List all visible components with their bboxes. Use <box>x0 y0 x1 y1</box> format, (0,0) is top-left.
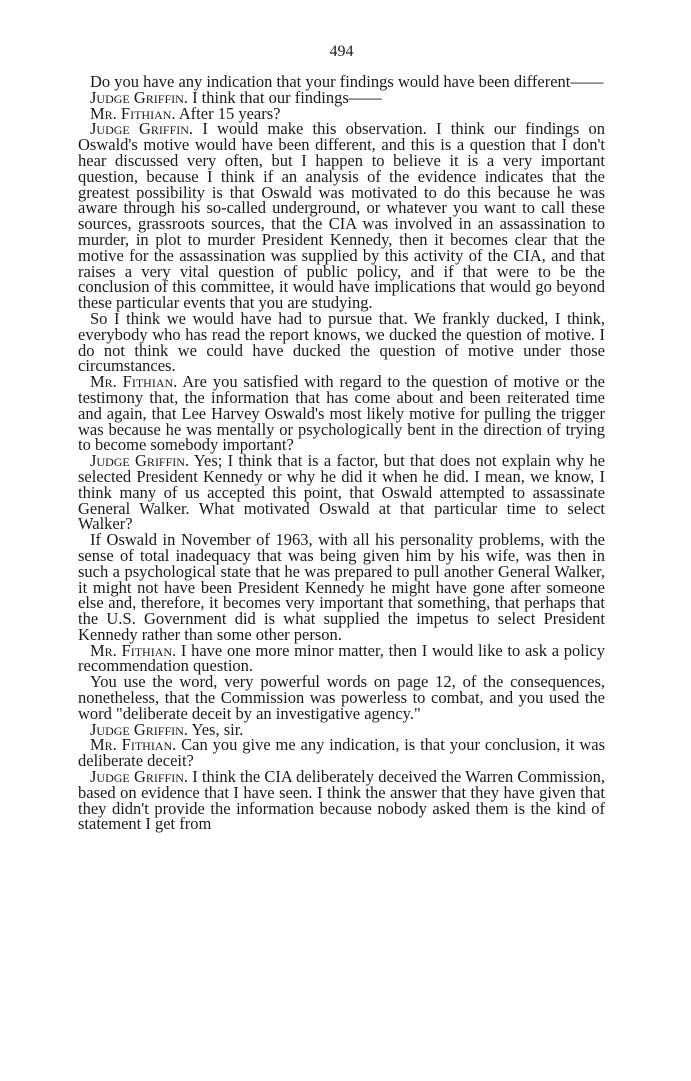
paragraph-text: You use the word, very powerful words on page 12, of the consequences, nonetheless, that the Commission was powerless to combat, and you used the word "deliberate deceit by an investigative agency." <box>78 672 605 723</box>
paragraph-text: Yes; I think that is a factor, but that does not explain why he selected President Kennedy or why he did it when he did. I mean, we know, I think many of us accepted this point, that Oswald attempted to assassinate General Walker. What motivated Oswald at that particular time to select Walker? <box>78 451 605 534</box>
paragraph-text: Do you have any indication that your findings would have been different—— <box>90 72 604 91</box>
speaker-name: Mr. Fithian. <box>90 640 177 660</box>
paragraph <box>78 769 605 832</box>
paragraph <box>78 374 605 453</box>
paragraph <box>78 674 605 721</box>
paragraph-text: I think that our findings—— <box>187 87 382 107</box>
paragraph-text: Are you satisfied with regard to the question of motive or the testimony that, the information that has come about and been reiterated time and again, that Lee Harvey Oswald's most likely motive for pulling the trigger was because he was mentally or psychologically bent in the direction of trying to become somebody important? <box>78 372 605 455</box>
document-page <box>78 42 605 832</box>
paragraph-text: I would make this observation. I think our findings on Oswald's motive would have been different, and this is a question that I don't hear discussed very often, but I happen to believe it is a very important question, because I think if an analysis of the evidence indicates that the greatest possibility is that Oswald was motivated to do this because he was aware through his so-called underground, or whatever you want to call these sources, grassroots sources, that the CIA was involved in an assassination to murder, in plot to murder President Kennedy, then it becomes clear that the motive for the assassination was supplied by this activity of the CIA, and that raises a very vital question of public policy, and if that were to be the conclusion of this committee, it would have implications that would go beyond these particular events that you are studying. <box>78 119 605 313</box>
paragraph <box>78 737 605 769</box>
paragraph <box>78 121 605 311</box>
paragraph <box>78 308 605 376</box>
page-number: 494 <box>329 43 354 60</box>
paragraph-text: After 15 years? <box>175 103 281 123</box>
speaker-name: Judge Griffin. <box>90 719 188 739</box>
paragraph-text: Yes, sir. <box>187 719 244 739</box>
speaker-name: Judge Griffin. <box>90 87 188 107</box>
paragraph <box>78 453 605 532</box>
paragraph <box>78 532 605 643</box>
speaker-name: Mr. Fithian. <box>90 735 177 755</box>
speaker-name: Mr. Fithian. <box>90 372 178 392</box>
paragraph-text: If Oswald in November of 1963, with all his personality problems, with the sense of total inadequacy that was being given him by his wife, was then in such a psychological state that he was prepared to pull another General Walker, it might not have been President Kennedy he might have gone after someone else and, therefore, it becomes very important that something, that perhaps that the U.S. Government did is what supplied the impetus to select President Kennedy rather than some other person. <box>78 530 605 644</box>
speaker-name: Mr. Fithian. <box>90 103 176 123</box>
speaker-name: Judge Griffin. <box>90 767 189 787</box>
speaker-name: Judge Griffin. <box>90 119 194 139</box>
testimony-body <box>78 74 605 832</box>
paragraph-text: So I think we would have had to pursue that. We frankly ducked, I think, everybody who has read the report knows, we ducked the question of motive. I do not think we could have ducked the question of motive under those circumstances. <box>78 308 605 376</box>
speaker-name: Judge Griffin. <box>90 451 190 471</box>
paragraph <box>78 640 605 676</box>
paragraph-text: I have one more minor matter, then I would like to ask a policy recommendation question. <box>78 640 605 676</box>
paragraph-text: Can you give me any indication, is that your conclusion, it was deliberate deceit? <box>78 735 605 771</box>
paragraph-text: I think the CIA deliberately deceived the Warren Commission, based on evidence that I have seen. I think the answer that they have given that they didn't provide the information because nobody asked them is the kind of statement I get from <box>78 767 605 834</box>
